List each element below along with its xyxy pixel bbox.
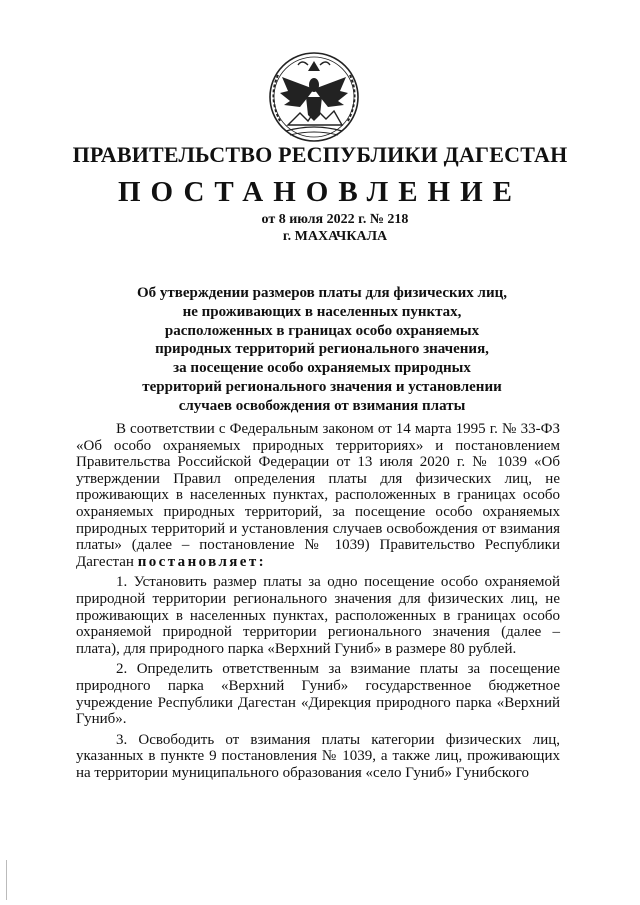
document-body xyxy=(76,421,560,785)
scan-edge-line xyxy=(6,860,7,900)
title-line: случаев освобождения от взимания платы xyxy=(178,397,466,414)
document-date-number: от 8 июля 2022 г. № 218 xyxy=(261,212,409,227)
document-title xyxy=(110,284,534,416)
document-type: ПОСТАНОВЛЕНИЕ xyxy=(117,176,522,208)
paragraph-2: 2. Определить ответственным за взимание платы за посещение природного парка «Верхний Гуниб» государственное бюджетное учреждение Республики Дагестан «Дирекция природного парка «Верхний Гуниб». xyxy=(76,661,560,728)
organization-name: ПРАВИТЕЛЬСТВО РЕСПУБЛИКИ ДАГЕСТАН xyxy=(72,142,568,167)
preamble-paragraph xyxy=(76,421,560,570)
decision-word: постановляет: xyxy=(137,553,266,570)
title-line: территорий регионального значения и установлении xyxy=(142,378,502,395)
preamble-text: В соответствии с Федеральным законом от 14 марта 1995 г. № 33-ФЗ «Об особо охраняемых природных территориях» и постановлением Правительства Российской Федерации от 13 июля 2020 г. № 1039 «Об утверждении Правил определения платы для физических лиц, не проживающих в населенных пунктах, расположенных в границах особо охраняемых природных территорий, за посещение особо охраняемых природных территорий и установления случаев освобождения от взимания платы» (далее – постановление № 1039) Правительство Республики Дагестан xyxy=(76,421,560,570)
title-line: за посещение особо охраняемых природных xyxy=(173,360,471,377)
paragraph-3: 3. Освободить от взимания платы категории физических лиц, указанных в пункте 9 постановления № 1039, а также лиц, проживающих на территории муниципального образования «село Гуниб» Гунибского xyxy=(76,731,560,781)
document-city: г. МАХАЧКАЛА xyxy=(282,229,388,244)
coat-of-arms-emblem xyxy=(258,45,370,145)
title-line: природных территорий регионального значения, xyxy=(155,341,489,358)
paragraph-1: 1. Установить размер платы за одно посещение особо охраняемой природной территории регионального значения для физических лиц, не проживающих в населенных пунктах, расположенных в границах особо охраняемой природной территории регионального значения (далее – плата), для природного парка «Верхний Гуниб» в размере 80 рублей. xyxy=(76,574,560,657)
title-line: не проживающих в населенных пунктах, xyxy=(182,303,462,320)
title-line: расположенных в границах особо охраняемых xyxy=(164,322,480,339)
title-line: Об утверждении размеров платы для физических лиц, xyxy=(136,285,508,301)
